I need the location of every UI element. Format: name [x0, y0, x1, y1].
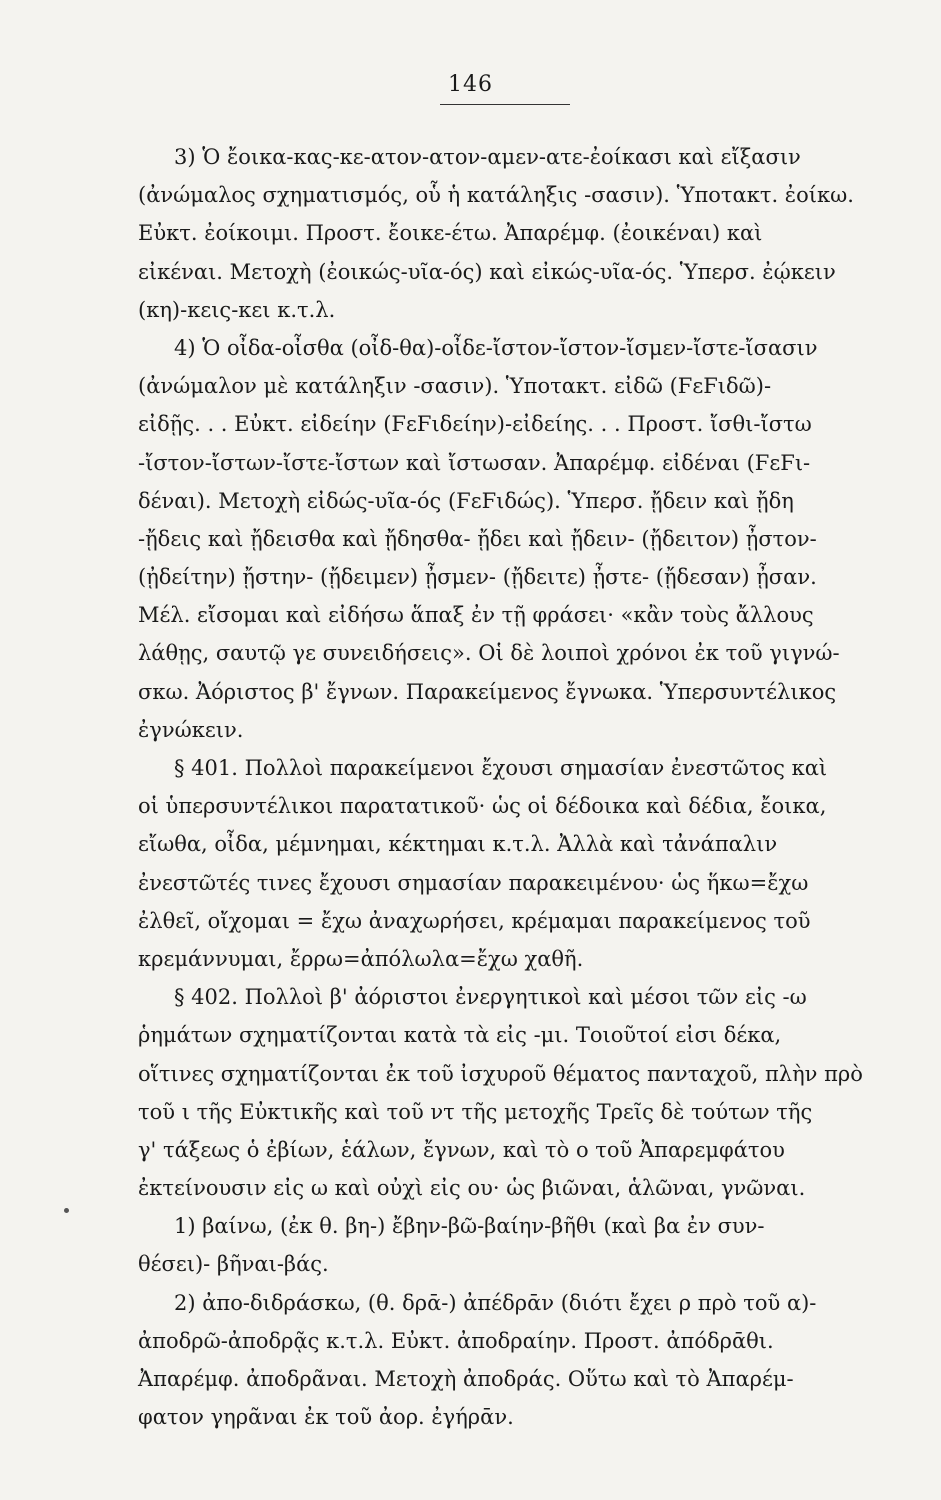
- text-line: (ἀνώμαλον μὲ κατάληξιν -σασιν). Ὑποτακτ. εἰδῶ (ϜεϜιδῶ)-: [138, 374, 772, 399]
- text-line: 1) βαίνω, (ἐκ θ. βη-) ἔβην-βῶ-βαίην-βῆθι (καὶ βα ἐν συν-: [174, 1214, 765, 1239]
- text-block: [138, 138, 908, 1436]
- page-number: 146: [448, 72, 493, 97]
- text-line: -ᾔδεις καὶ ᾔδεισθα καὶ ᾔδησθα- ᾔδει καὶ ᾔδειν- (ᾔδειτον) ᾖστον-: [138, 526, 817, 551]
- text-line: ἐκτείνουσιν εἰς ω καὶ οὐχὶ εἰς ου· ὡς βιῶναι, ἁλῶναι, γνῶναι.: [138, 1176, 806, 1201]
- text-line: δέναι). Μετοχὴ εἰδώς-υῖα-ός (ϜεϜιδώς). Ὑπερσ. ᾔδειν καὶ ᾔδη: [138, 488, 794, 513]
- text-line: λάθῃς, σαυτῷ γε συνειδήσεις». Οἱ δὲ λοιποὶ χρόνοι ἐκ τοῦ γιγνώ-: [138, 641, 840, 666]
- text-line: ἐλθεῖ, οἴχομαι = ἔχω ἀναχωρήσει, κρέμαμαι παρακείμενος τοῦ: [138, 908, 811, 933]
- page-number-rule: [440, 104, 570, 105]
- text-line: εἴωθα, οἶδα, μέμνημαι, κέκτημαι κ.τ.λ. Ἀλλὰ καὶ τἀνάπαλιν: [138, 832, 778, 857]
- text-line: εἰκέναι. Μετοχὴ (ἐοικώς-υῖα-ός) καὶ εἰκώς-υῖα-ός. Ὑπερσ. ἐῴκειν: [138, 259, 836, 284]
- text-line: ἐνεστῶτές τινες ἔχουσι σημασίαν παρακειμένου· ὡς ἥκω=ἔχω: [138, 870, 809, 895]
- text-line: θέσει)- βῆναι-βάς.: [138, 1252, 329, 1277]
- text-line: σκω. Ἀόριστος β' ἔγνων. Παρακείμενος ἔγνωκα. Ὑπερσυντέλικος: [138, 679, 837, 704]
- text-line: 4) Ὁ οἶδα-οἶσθα (οἶδ-θα)-οἶδε-ἴστον-ἴστον-ἴσμεν-ἴστε-ἴσασιν: [174, 335, 818, 360]
- text-line: γ' τάξεως ὁ ἐβίων, ἑάλων, ἔγνων, καὶ τὸ ο τοῦ Ἀπαρεμφάτου: [138, 1137, 785, 1162]
- text-line: εἰδῇς. . . Εὐκτ. εἰδείην (ϜεϜιδείην)-εἰδείης. . . Προστ. ἴσθι-ἴστω: [138, 412, 812, 437]
- text-line: κρεμάννυμαι, ἔρρω=ἀπόλωλα=ἔχω χαθῆ.: [138, 946, 584, 971]
- text-line: ἐγνώκειν.: [138, 717, 244, 742]
- text-line: 2) ἀπο-διδράσκω, (θ. δρᾱ-) ἀπέδρᾱν (διότι ἔχει ρ πρὸ τοῦ α)-: [174, 1290, 817, 1315]
- text-line: § 402. Πολλοὶ β' ἀόριστοι ἐνεργητικοὶ καὶ μέσοι τῶν εἰς -ω: [174, 985, 807, 1010]
- text-line: 3) Ὁ ἔοικα-κας-κε-ατον-ατον-αμεν-ατε-ἐοίκασι καὶ εἴξασιν: [174, 145, 801, 169]
- text-line: (ἀνώμαλος σχηματισμός, οὗ ἡ κατάληξις -σασιν). Ὑποτακτ. ἐοίκω.: [138, 183, 854, 208]
- text-line: ἀποδρῶ-ἀποδρᾷς κ.τ.λ. Εὐκτ. ἀποδραίην. Προστ. ἀπόδρᾱθι.: [138, 1328, 774, 1353]
- text-line: Ἀπαρέμφ. ἀποδρᾶναι. Μετοχὴ ἀποδράς. Οὕτω καὶ τὸ Ἀπαρέμ-: [138, 1367, 794, 1391]
- text-line: οἵτινες σχηματίζονται ἐκ τοῦ ἰσχυροῦ θέματος πανταχοῦ, πλὴν πρὸ: [138, 1061, 863, 1086]
- margin-mark: [64, 1208, 69, 1213]
- text-line: (κη)-κεις-κει κ.τ.λ.: [138, 297, 336, 322]
- text-line: Εὐκτ. ἐοίκοιμι. Προστ. ἔοικε-έτω. Ἀπαρέμφ. (ἐοικέναι) καὶ: [138, 221, 763, 246]
- text-line: § 401. Πολλοὶ παρακείμενοι ἔχουσι σημασίαν ἐνεστῶτος καὶ: [174, 756, 828, 780]
- text-line: -ἴστον-ἴστων-ἴστε-ἴστων καὶ ἴστωσαν. Ἀπαρέμφ. εἰδέναι (ϜεϜι-: [138, 450, 811, 475]
- text-line: τοῦ ι τῆς Εὐκτικῆς καὶ τοῦ ντ τῆς μετοχῆς Τρεῖς δὲ τούτων τῆς: [138, 1099, 813, 1124]
- text-line: οἱ ὑπερσυντέλικοι παρατατικοῦ· ὡς οἱ δέδοικα καὶ δέδια, ἔοικα,: [138, 794, 827, 819]
- text-line: (ᾐδείτην) ᾔστην- (ᾔδειμεν) ᾖσμεν- (ᾔδειτε) ᾖστε- (ᾔδεσαν) ᾖσαν.: [138, 565, 817, 590]
- text-line: Μέλ. εἴσομαι καὶ εἰδήσω ἅπαξ ἐν τῇ φράσει· «κἂν τοὺς ἄλλους: [138, 603, 814, 628]
- text-line: φατον γηρᾶναι ἐκ τοῦ ἀορ. ἐγήρᾱν.: [138, 1405, 514, 1430]
- text-line: ῥημάτων σχηματίζονται κατὰ τὰ εἰς -μι. Τοιοῦτοί εἰσι δέκα,: [138, 1023, 782, 1048]
